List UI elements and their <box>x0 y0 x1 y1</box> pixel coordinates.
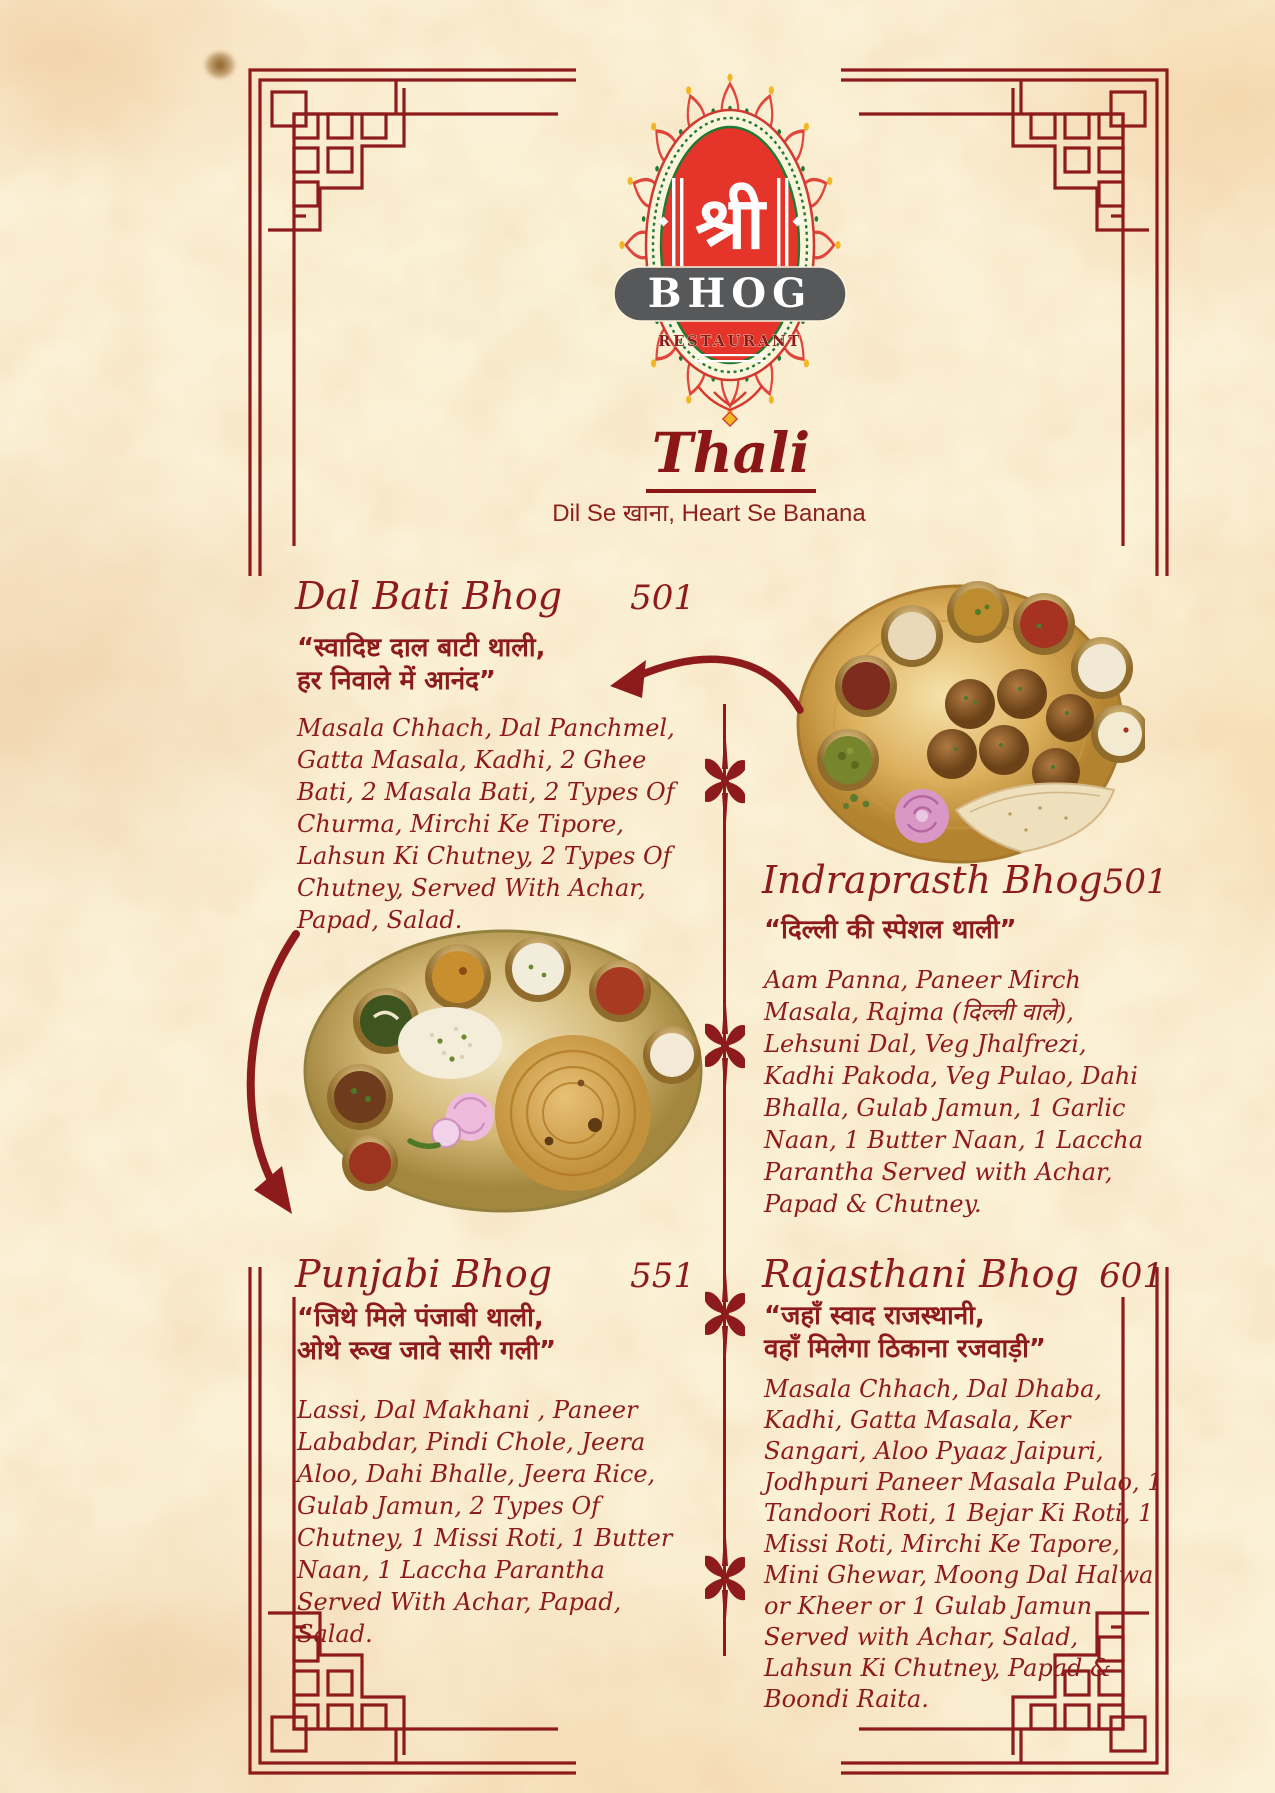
menu-item-description: Masala Chhach, Dal Dhaba, Kadhi, Gatta Masala, Ker Sangari, Aloo Pyaaz Jaipuri, Jodhpuri Paneer Masala Pulao, 1 Tandoori Roti, 1 Bejar Ki Roti, 1 Missi Roti, Mirchi Ke Tapore, Mini Ghewar, Moong Dal Halwa or Kheer or 1 Gulab Jamun Served with Achar, Salad, Lahsun Ki Chutney, Papad & Boondi Raita. <box>764 1375 1163 1713</box>
menu-item-quote-line1: “जहाँ स्वाद राजस्थानी, <box>764 1301 985 1331</box>
logo-name: BHOG <box>647 270 813 317</box>
menu-item-quote <box>764 914 1202 947</box>
laccha-parantha <box>495 1035 651 1191</box>
menu-item-quote <box>297 1302 737 1368</box>
menu-item-quote-line2: हर निवाले में आनंद” <box>297 666 497 696</box>
menu-item-price: 501 <box>1102 862 1168 902</box>
menu-item-quote-line1: “दिल्ली की स्पेशल थाली” <box>764 915 1017 945</box>
menu-item-quote <box>764 1300 1206 1366</box>
menu-item-punjabi-bhog <box>295 1252 695 1648</box>
center-divider <box>723 704 726 1656</box>
onion-rose <box>895 789 949 843</box>
curved-arrow-down-icon <box>232 928 342 1228</box>
page-tagline: Dil Se खाना, Heart Se Banana <box>552 500 866 527</box>
menu-item-quote-line1: “स्वादिष्ट दाल बाटी थाली, <box>297 633 546 663</box>
menu-item-name: Punjabi Bhog <box>295 1252 553 1296</box>
corner-border-decoration-top-right <box>841 66 1171 576</box>
menu-item-description: Lassi, Dal Makhani , Paneer Lababdar, Pindi Chole, Jeera Aloo, Dahi Bhalle, Jeera Rice, Gulab Jamun, 2 Types Of Chutney, 1 Missi Roti, 1 Butter Naan, 1 Laccha Parantha Served With Achar, Papad, Salad. <box>297 1396 673 1648</box>
menu-item-indraprasth-bhog <box>762 858 1168 1218</box>
logo-subtitle: RESTAURANT <box>658 332 802 350</box>
logo-shri-text: श्री <box>695 180 765 265</box>
menu-item-quote-line2: ओथे रूख जावे सारी गली” <box>297 1336 557 1366</box>
rice <box>398 1007 502 1079</box>
thali-photo-2 <box>298 925 708 1217</box>
menu-item-price: 501 <box>630 578 695 618</box>
menu-item-quote-line2: वहाँ मिलेगा ठिकाना रजवाड़ी” <box>764 1334 1046 1364</box>
divider-ornament-icon <box>705 1522 745 1634</box>
menu-item-description: Aam Panna, Paneer Mirch Masala, Rajma (दिल्ली वाले), Lehsuni Dal, Veg Jhalfrezi, Kadhi Pakoda, Veg Pulao, Dahi Bhalla, Gulab Jamun, 1 Garlic Naan, 1 Butter Naan, 1 Laccha Parantha Served with Achar, Papad & Chutney. <box>764 966 1144 1218</box>
menu-item-quote-line1: “जिथे मिले पंजाबी थाली, <box>297 1303 544 1333</box>
corner-border-decoration-top-left <box>246 66 576 576</box>
menu-item-name: Indraprasth Bhog <box>762 858 1103 902</box>
menu-item-name: Dal Bati Bhog <box>295 574 563 618</box>
page-title: Thali <box>571 420 891 493</box>
menu-item-description: Masala Chhach, Dal Panchmel, Gatta Masala, Kadhi, 2 Ghee Bati, 2 Masala Bati, 2 Types Of Churma, Mirchi Ke Tipore, Lahsun Ki Chutney, 2 Types Of Chutney, Served With Achar, Papad, Salad. <box>297 714 675 934</box>
paper-stain <box>205 52 235 78</box>
divider-ornament-icon <box>705 725 745 837</box>
curved-arrow-left-icon <box>598 636 808 724</box>
menu-item-name: Rajasthani Bhog <box>762 1252 1079 1296</box>
thali-photo-1 <box>770 552 1145 867</box>
menu-item-rajasthani-bhog <box>762 1252 1164 1713</box>
menu-item-dal-bati-bhog <box>295 574 695 934</box>
menu-item-price: 551 <box>630 1256 695 1296</box>
menu-item-price: 601 <box>1099 1256 1164 1296</box>
restaurant-logo <box>602 70 858 430</box>
divider-ornament-icon <box>705 990 745 1102</box>
